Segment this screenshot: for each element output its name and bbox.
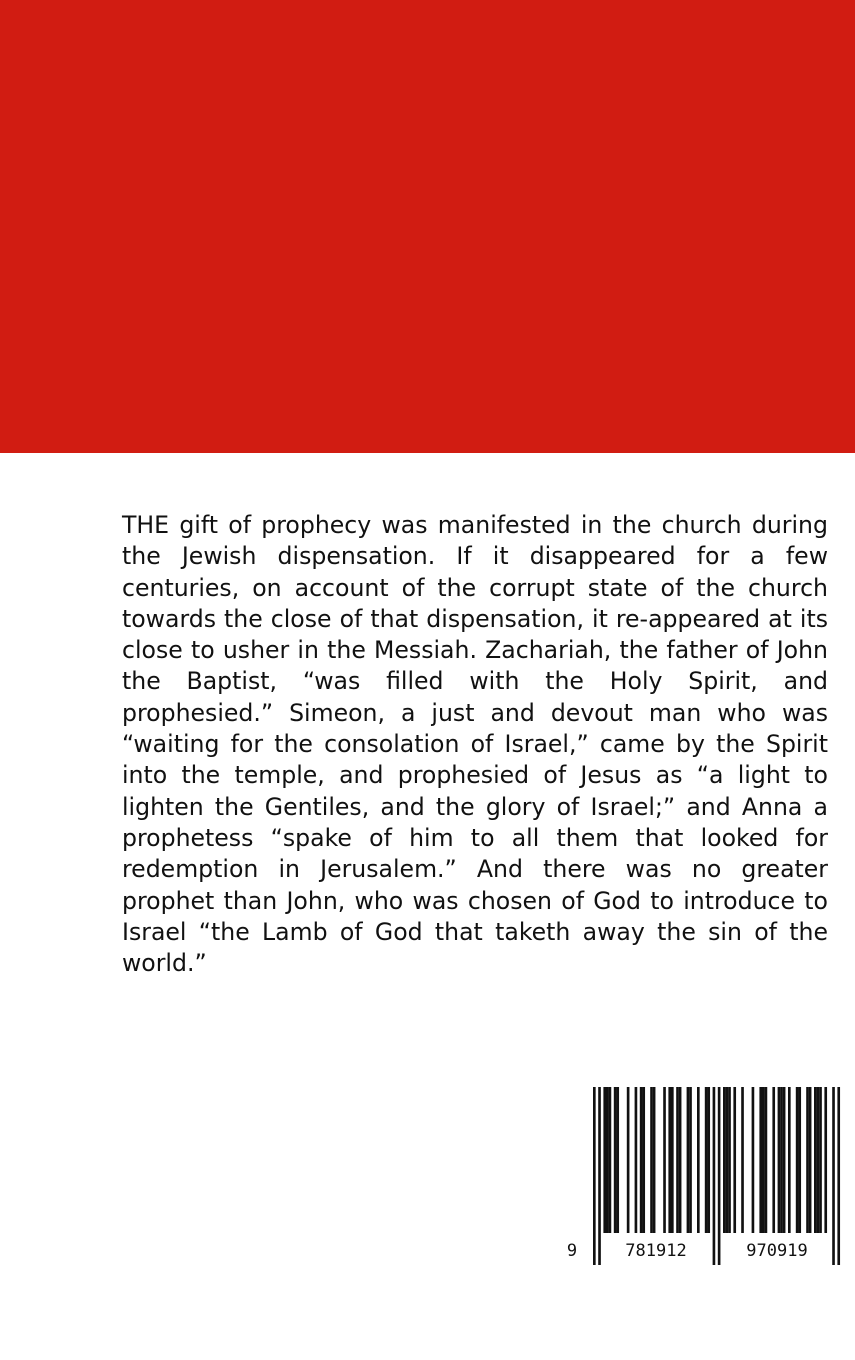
barcode-bar xyxy=(819,1087,822,1233)
barcode-bar xyxy=(650,1087,653,1233)
barcode-bar xyxy=(741,1087,744,1233)
barcode-bar xyxy=(809,1087,812,1233)
barcode-bar xyxy=(606,1087,609,1233)
barcode-bar xyxy=(726,1087,729,1233)
barcode-bar xyxy=(642,1087,645,1233)
barcode-bar xyxy=(780,1087,783,1233)
barcode-digits-left: 781912 xyxy=(625,1241,687,1261)
barcode-bar xyxy=(788,1087,791,1233)
cover-red-band xyxy=(0,0,855,453)
isbn-barcode xyxy=(560,1085,845,1270)
barcode-bar xyxy=(733,1087,736,1233)
barcode-bar xyxy=(707,1087,710,1233)
barcode-bar xyxy=(609,1087,612,1233)
barcode-bar xyxy=(627,1087,630,1233)
barcode-bar xyxy=(778,1087,781,1233)
barcode-bar xyxy=(668,1087,671,1233)
barcode-bar xyxy=(676,1087,679,1233)
barcode-bar xyxy=(806,1087,809,1233)
barcode-bar xyxy=(772,1087,775,1233)
barcode-guard-bar xyxy=(598,1087,601,1265)
barcode-bar xyxy=(796,1087,799,1233)
barcode-bar xyxy=(635,1087,638,1233)
barcode-bar xyxy=(762,1087,765,1233)
barcode-bar xyxy=(705,1087,708,1233)
barcode-digit-first: 9 xyxy=(566,1241,578,1261)
barcode-bar xyxy=(671,1087,674,1233)
barcode-bar xyxy=(817,1087,820,1233)
barcode-bar xyxy=(752,1087,755,1233)
barcode-bar xyxy=(687,1087,690,1233)
barcode-bar xyxy=(824,1087,827,1233)
barcode-bar xyxy=(759,1087,762,1233)
barcode-bar xyxy=(679,1087,682,1233)
barcode-bar xyxy=(603,1087,606,1233)
barcode-guard-bar xyxy=(837,1087,840,1265)
barcode-bar xyxy=(723,1087,726,1233)
barcode-bar xyxy=(640,1087,643,1233)
barcode-bar xyxy=(728,1087,731,1233)
barcode-bar xyxy=(689,1087,692,1233)
barcode-bar xyxy=(798,1087,801,1233)
barcode-bar xyxy=(616,1087,619,1233)
barcode-bar xyxy=(653,1087,656,1233)
back-cover-blurb: THE gift of prophecy was manifested in the church during the Jewish dispensation. If it disappeared for a few centuries, on account of the corrupt state of the church towards the close of that dispensation, it re-appeared at its close to usher in the Messiah. Zachariah, the father of John the Baptist, “was filled with the Holy Spirit, and prophesied.” Simeon, a just and devout man who was “waiting for the consolation of Israel,” came by the Spirit into the temple, and prophesied of Jesus as “a light to lighten the Gentiles, and the glory of Israel;” and Anna a prophetess “spake of him to all them that looked for redemption in Jerusalem.” And there was no greater prophet than John, who was chosen of God to introduce to Israel “the Lamb of God that taketh away the sin of the world.” xyxy=(122,511,828,978)
barcode-bars xyxy=(593,1087,840,1265)
barcode-guard-bar xyxy=(832,1087,835,1265)
barcode-guard-bar xyxy=(713,1087,716,1265)
barcode-bar xyxy=(663,1087,666,1233)
barcode-digits-right: 970919 xyxy=(746,1241,808,1261)
barcode-guard-bar xyxy=(718,1087,721,1265)
barcode-guard-bar xyxy=(593,1087,596,1265)
barcode-bar xyxy=(697,1087,700,1233)
barcode-bar xyxy=(614,1087,617,1233)
barcode-bar xyxy=(783,1087,786,1233)
barcode-bar xyxy=(765,1087,768,1233)
barcode-bar xyxy=(814,1087,817,1233)
